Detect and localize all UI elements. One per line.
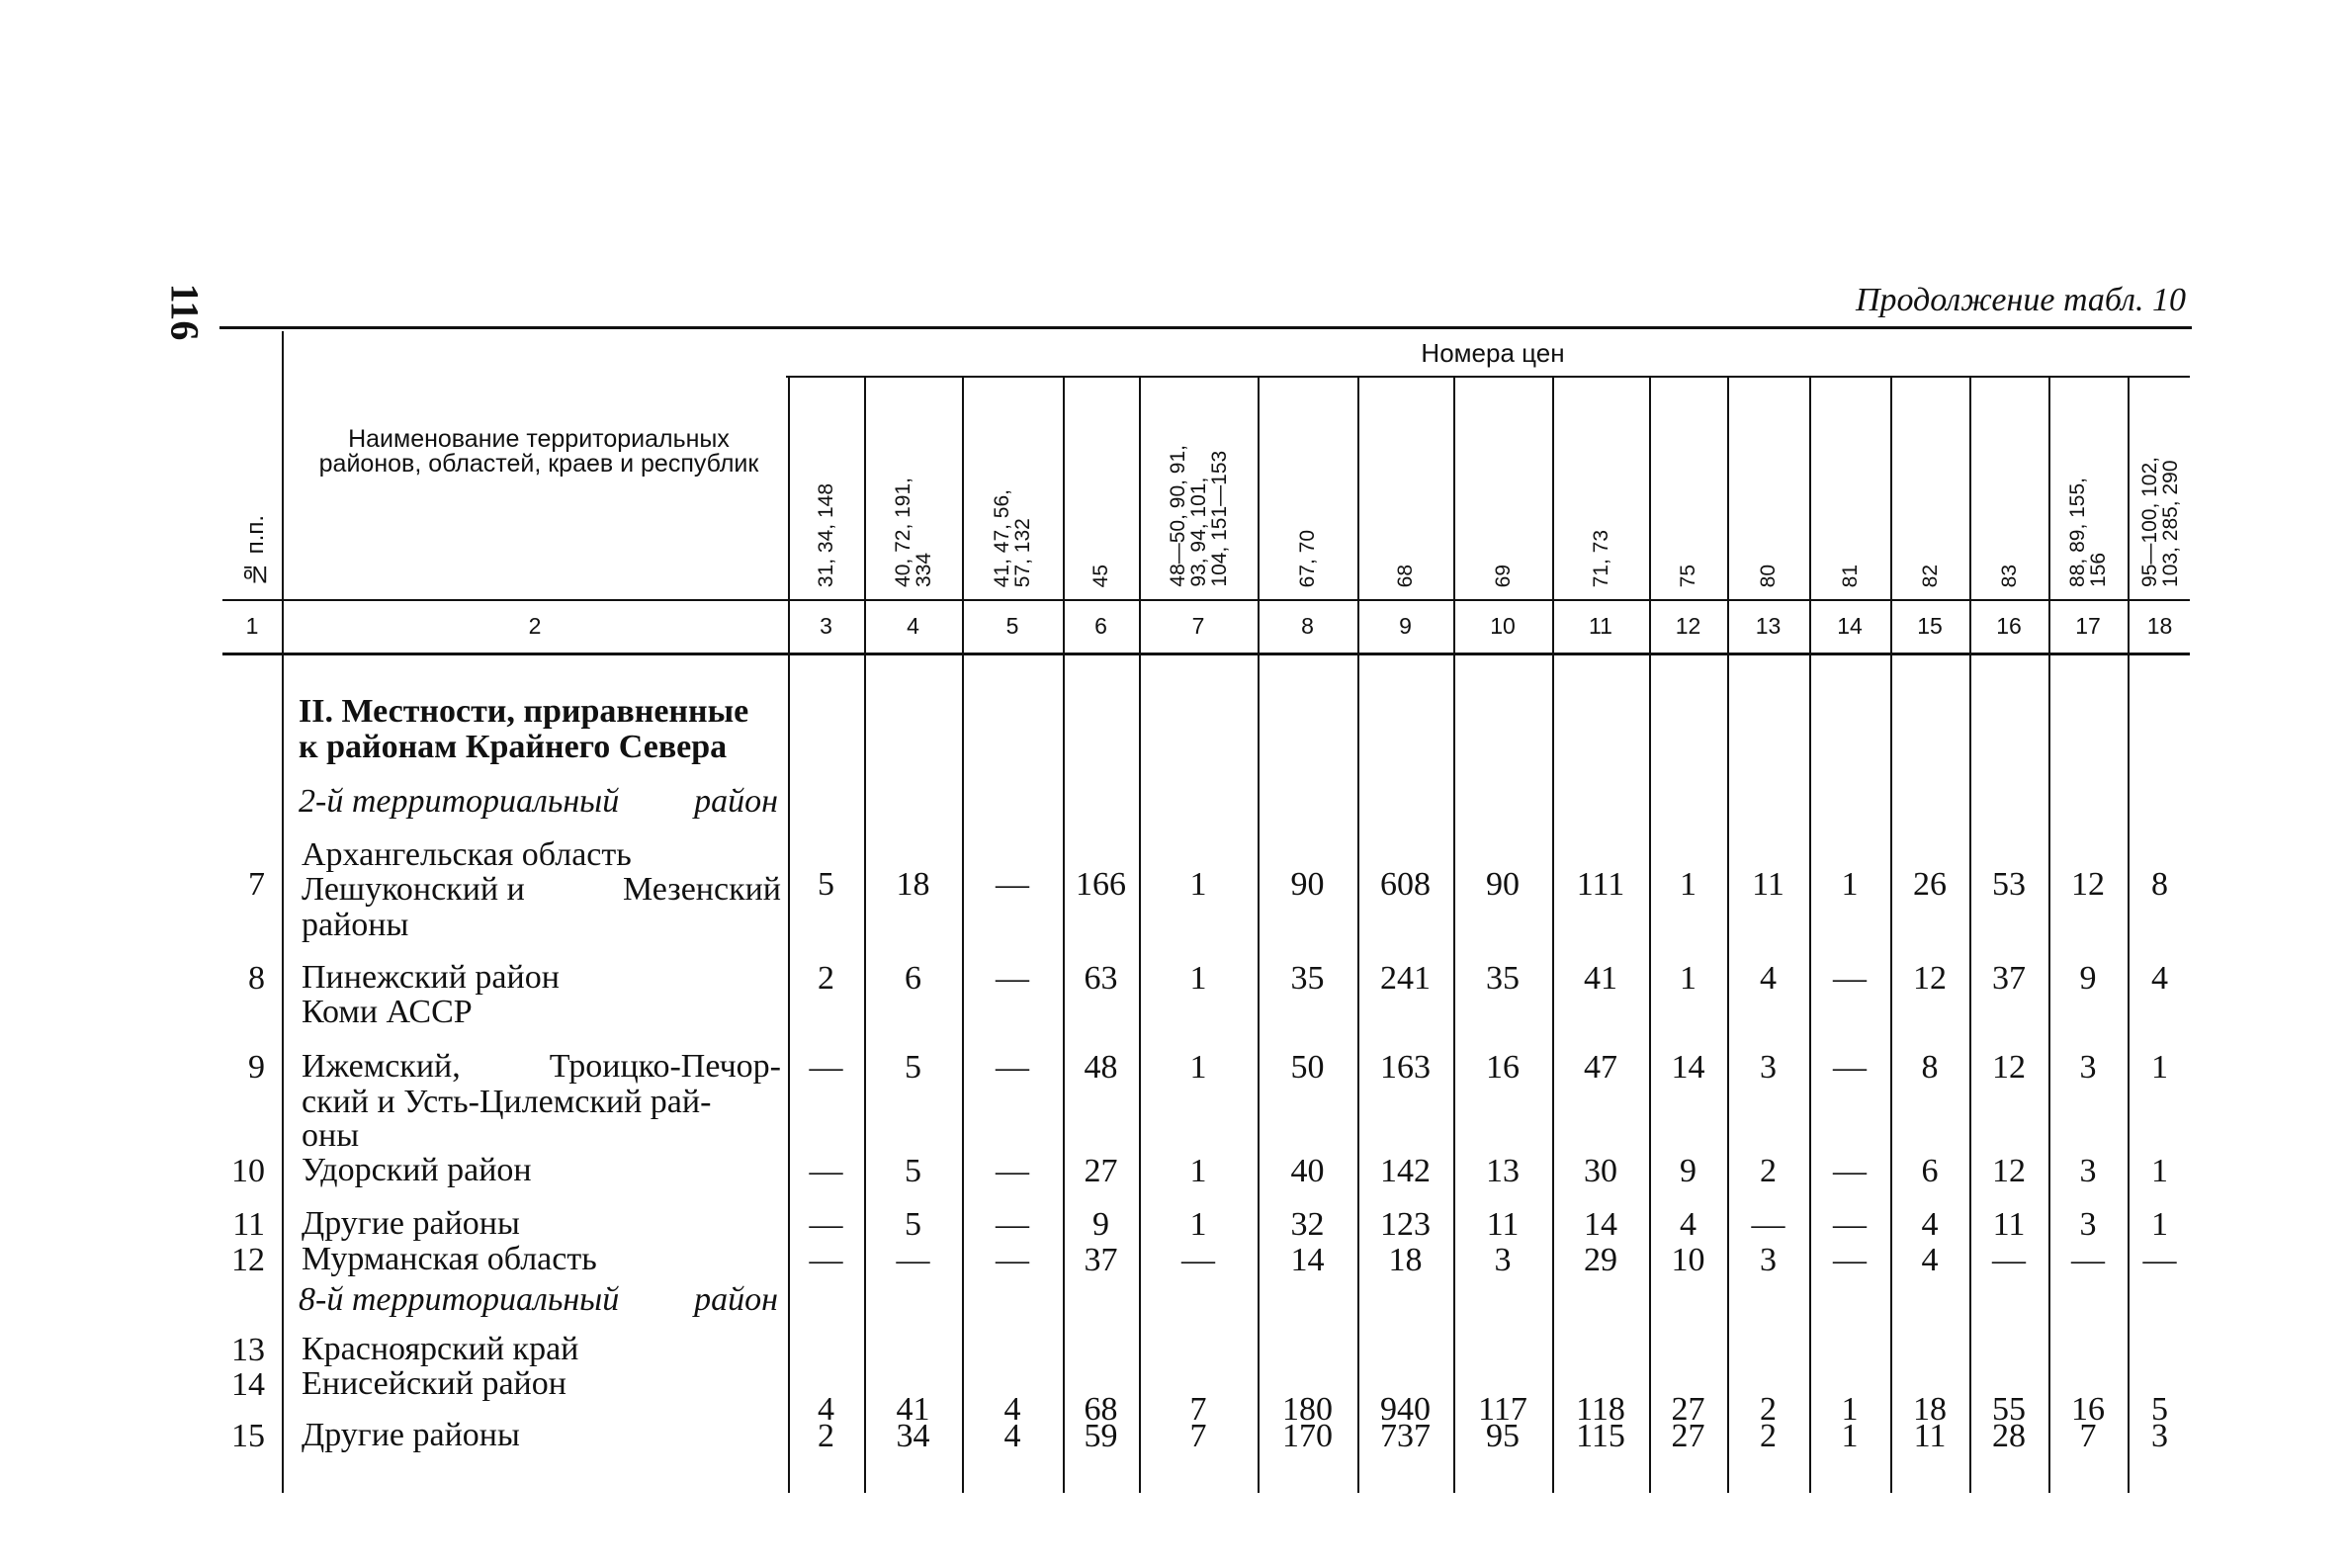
table-cell: 5 — [905, 1153, 921, 1189]
row-7-name-line2 — [302, 872, 781, 908]
price-column-header: 40, 72, 191, 334 — [892, 478, 935, 587]
table-cell: 9 — [1092, 1206, 1109, 1243]
table-cell: 2 — [1760, 1418, 1777, 1454]
table-cell: 27 — [1671, 1391, 1705, 1428]
row-7-name-part-a: Лешуконский и — [302, 871, 525, 908]
table-cell: 940 — [1380, 1391, 1431, 1428]
table-cell: 608 — [1380, 866, 1431, 903]
row-9-name-part-a: Ижемский, — [302, 1048, 461, 1085]
column-number: 2 — [528, 613, 542, 639]
table-cell: 55 — [1992, 1391, 2026, 1428]
price-column-header: 81 — [1839, 564, 1862, 587]
column-number-rule-top — [222, 599, 2190, 601]
table-cell: 14 — [1290, 1242, 1325, 1278]
table-cell: 241 — [1380, 960, 1431, 997]
district-8-heading — [299, 1282, 778, 1318]
table-cell: 111 — [1576, 866, 1625, 903]
row-12-name: Мурманская область — [302, 1241, 597, 1277]
table-cell: — — [996, 1049, 1029, 1086]
table-cell: 166 — [1076, 866, 1126, 903]
table-cell: 1 — [2151, 1153, 2168, 1189]
row-number: 13 — [231, 1332, 265, 1368]
row-8-name-line2: Коми АССР — [302, 994, 473, 1030]
column-number: 5 — [1005, 613, 1019, 639]
table-cell: 29 — [1584, 1242, 1617, 1278]
table-cell: 37 — [1084, 1242, 1118, 1278]
table-cell: 8 — [1921, 1049, 1939, 1086]
table-cell: 30 — [1584, 1153, 1617, 1189]
district-2-word: район — [694, 783, 778, 820]
table-cell: 170 — [1282, 1418, 1333, 1454]
price-column-header: 75 — [1677, 564, 1699, 587]
table-cell: 5 — [818, 866, 834, 903]
column-number: 16 — [1996, 613, 2022, 639]
table-cell: 3 — [1760, 1242, 1777, 1278]
district-2-label: 2-й территориальный — [299, 783, 620, 820]
table-cell: — — [1833, 1242, 1867, 1278]
column-divider — [1063, 378, 1065, 1493]
table-cell: 4 — [1680, 1206, 1696, 1243]
price-column-header: 67, 70 — [1296, 529, 1319, 587]
district-2-heading — [299, 784, 778, 820]
column-number: 14 — [1837, 613, 1863, 639]
table-cell: 9 — [1680, 1153, 1696, 1189]
table-cell: 16 — [1486, 1049, 1520, 1086]
column-number: 8 — [1301, 613, 1314, 639]
price-column-header: 82 — [1919, 564, 1942, 587]
table-cell: 10 — [1671, 1242, 1705, 1278]
table-cell: 3 — [1760, 1049, 1777, 1086]
table-cell: 16 — [2071, 1391, 2105, 1428]
table-cell: 5 — [905, 1049, 921, 1086]
row-number: 10 — [231, 1153, 265, 1189]
table-cell: — — [996, 960, 1029, 997]
table-cell: 142 — [1380, 1153, 1431, 1189]
table-cell: 8 — [2151, 866, 2168, 903]
table-cell: 1 — [1189, 1153, 1207, 1189]
column-number: 7 — [1191, 613, 1205, 639]
row-number: 15 — [231, 1418, 265, 1454]
table-cell: 1 — [1189, 960, 1207, 997]
table-cell: 7 — [1189, 1391, 1207, 1428]
column-divider — [788, 378, 790, 1493]
table-cell: — — [896, 1242, 930, 1278]
table-cell: 13 — [1486, 1153, 1520, 1189]
table-cell: 3 — [2079, 1049, 2097, 1086]
column-divider — [1357, 378, 1359, 1493]
row-number: 11 — [232, 1206, 265, 1243]
table-cell: 1 — [1841, 866, 1859, 903]
row-9-name-part-b: Троицко-Печор- — [549, 1048, 781, 1085]
table-cell: 35 — [1486, 960, 1520, 997]
table-cell: 2 — [818, 1418, 834, 1454]
table-cell: 4 — [1003, 1418, 1021, 1454]
table-cell: 12 — [1992, 1153, 2026, 1189]
table-cell: 26 — [1913, 866, 1947, 903]
table-cell: 6 — [1921, 1153, 1939, 1189]
table-cell: — — [809, 1206, 843, 1243]
table-cell: — — [2142, 1242, 2177, 1278]
row-13-name: Красноярский край — [302, 1331, 579, 1367]
section-title-line1: II. Местности, приравненные — [299, 693, 749, 730]
district-8-word: район — [694, 1281, 778, 1318]
table-cell: 18 — [1913, 1391, 1947, 1428]
table-cell: 180 — [1282, 1391, 1333, 1428]
section-title-line2: к районам Крайнего Севера — [299, 729, 728, 765]
table-cell: — — [1833, 1206, 1867, 1243]
table-cell: — — [1992, 1242, 2026, 1278]
row-9-name-line1 — [302, 1049, 781, 1085]
price-column-header: 68 — [1394, 564, 1417, 587]
table-cell: 5 — [2151, 1391, 2168, 1428]
table-cell: 12 — [1992, 1049, 2026, 1086]
price-column-header: 95—100, 102, 103, 285, 290 — [2138, 457, 2182, 587]
table-cell: 1 — [2151, 1049, 2168, 1086]
table-cell: — — [996, 866, 1029, 903]
table-cell: 3 — [2079, 1206, 2097, 1243]
price-header-rule — [786, 376, 2190, 378]
table-cell: 41 — [1584, 960, 1617, 997]
column-divider — [1969, 378, 1971, 1493]
table-cell: — — [1181, 1242, 1215, 1278]
table-cell: 6 — [905, 960, 921, 997]
table-cell: 1 — [1189, 1049, 1207, 1086]
table-cell: — — [1833, 1153, 1867, 1189]
table-cell: 3 — [2079, 1153, 2097, 1189]
table-cell: 118 — [1576, 1391, 1625, 1428]
table-cell: 11 — [1992, 1206, 2026, 1243]
price-column-header: 71, 73 — [1590, 529, 1612, 587]
column-divider — [1890, 378, 1892, 1493]
table-cell: 1 — [1189, 1206, 1207, 1243]
column-number: 18 — [2146, 613, 2173, 639]
table-cell: 7 — [2079, 1418, 2097, 1454]
table-cell: 40 — [1290, 1153, 1325, 1189]
table-cell: 34 — [896, 1418, 930, 1454]
table-cell: 2 — [1760, 1391, 1777, 1428]
table-cell: — — [809, 1242, 843, 1278]
column-number: 4 — [907, 613, 919, 639]
price-column-header: 48—50, 90, 91, 93, 94, 101, 104, 151—153 — [1167, 445, 1231, 587]
column-divider — [1649, 378, 1651, 1493]
table-cell: 90 — [1290, 866, 1325, 903]
price-column-header: 69 — [1492, 564, 1515, 587]
table-cell: 4 — [1760, 960, 1777, 997]
row-9-name-line2: ский и Усть-Цилемский рай- — [302, 1084, 712, 1120]
table-cell: 50 — [1290, 1049, 1325, 1086]
table-cell: 3 — [1494, 1242, 1512, 1278]
row-14-name: Енисейский район — [302, 1365, 566, 1402]
table-cell: 4 — [818, 1391, 834, 1428]
table-cell: 48 — [1084, 1049, 1118, 1086]
column-divider — [1258, 378, 1260, 1493]
column-divider — [864, 378, 866, 1493]
table-cell: — — [809, 1153, 843, 1189]
table-cell: 7 — [1189, 1418, 1207, 1454]
row-number: 9 — [248, 1049, 265, 1086]
column-number: 9 — [1399, 613, 1412, 639]
row-9-name-line3: оны — [302, 1117, 360, 1154]
table-cell: — — [996, 1206, 1029, 1243]
column-number: 17 — [2075, 613, 2101, 639]
row-10-name: Удорский район — [302, 1152, 532, 1188]
table-cell: 11 — [1752, 866, 1784, 903]
table-cell: — — [996, 1153, 1029, 1189]
table-cell: 2 — [818, 960, 834, 997]
table-cell: 14 — [1584, 1206, 1617, 1243]
table-cell: 28 — [1992, 1418, 2026, 1454]
column-number-rule-bottom — [222, 653, 2190, 655]
table-cell: 4 — [1921, 1206, 1939, 1243]
column-divider — [1727, 378, 1729, 1493]
row-8-name-line1: Пинежский район — [302, 959, 560, 996]
row-7-name-part-b: Мезенский — [622, 871, 781, 908]
table-cell: 11 — [1486, 1206, 1520, 1243]
table-cell: 11 — [1913, 1418, 1947, 1454]
table-cell: 14 — [1671, 1049, 1705, 1086]
table-cell: 1 — [1680, 866, 1696, 903]
table-cell: 1 — [1189, 866, 1207, 903]
table-cell: 27 — [1671, 1418, 1705, 1454]
row-7-name-line3: районы — [302, 907, 409, 943]
table-cell: 163 — [1380, 1049, 1431, 1086]
price-column-header: 80 — [1757, 564, 1780, 587]
table-cell: 123 — [1380, 1206, 1431, 1243]
table-cell: 95 — [1486, 1418, 1520, 1454]
table-cell: 37 — [1992, 960, 2026, 997]
column-number: 12 — [1675, 613, 1701, 639]
table-cell: — — [996, 1242, 1029, 1278]
table-cell: 27 — [1084, 1153, 1118, 1189]
table-caption: Продолжение табл. 10 — [1855, 282, 2186, 318]
column-divider — [2048, 378, 2050, 1493]
table-cell: 117 — [1478, 1391, 1527, 1428]
price-column-header: 41, 47, 56, 57, 132 — [991, 488, 1034, 587]
column-number: 6 — [1094, 613, 1107, 639]
table-cell: 12 — [2071, 866, 2105, 903]
table-cell: 59 — [1084, 1418, 1118, 1454]
row-number: 14 — [231, 1366, 265, 1403]
col1-header: № п.п. — [242, 515, 269, 587]
row-15-name: Другие районы — [302, 1417, 520, 1453]
column-number: 1 — [245, 613, 259, 639]
column-number: 3 — [820, 613, 832, 639]
column-number: 10 — [1490, 613, 1516, 639]
column-divider — [1453, 378, 1455, 1493]
column-divider — [1552, 378, 1554, 1493]
table-cell: 4 — [1921, 1242, 1939, 1278]
table-cell: 737 — [1380, 1418, 1431, 1454]
table-top-rule — [219, 326, 2192, 329]
page-number: 116 — [162, 283, 208, 341]
table-cell: 1 — [1680, 960, 1696, 997]
table-cell: 1 — [2151, 1206, 2168, 1243]
table-cell: 90 — [1486, 866, 1520, 903]
row-11-name: Другие районы — [302, 1205, 520, 1242]
row-7-name-line1: Архангельская область — [302, 836, 632, 873]
table-cell: 3 — [2151, 1418, 2168, 1454]
price-numbers-header: Номера цен — [1421, 338, 1565, 368]
table-cell: 41 — [896, 1391, 930, 1428]
table-cell: — — [1833, 1049, 1867, 1086]
table-cell: 1 — [1841, 1391, 1859, 1428]
table-cell: 18 — [896, 866, 930, 903]
table-cell: 4 — [2151, 960, 2168, 997]
price-column-header: 83 — [1998, 564, 2021, 587]
table-cell: 4 — [1003, 1391, 1021, 1428]
row-number: 7 — [248, 866, 265, 903]
table-cell: 47 — [1584, 1049, 1617, 1086]
table-cell: 35 — [1290, 960, 1325, 997]
table-cell: — — [809, 1049, 843, 1086]
price-column-header: 31, 34, 148 — [815, 482, 837, 587]
column-divider — [2128, 378, 2130, 1493]
table-cell: 2 — [1760, 1153, 1777, 1189]
table-cell: 68 — [1084, 1391, 1118, 1428]
table-cell: — — [2071, 1242, 2105, 1278]
row-number: 12 — [231, 1242, 265, 1278]
table-cell: 5 — [905, 1206, 921, 1243]
table-cell: 63 — [1084, 960, 1118, 997]
price-column-header: 88, 89, 155, 156 — [2066, 478, 2110, 587]
table-cell: 32 — [1290, 1206, 1325, 1243]
table-cell: 1 — [1841, 1418, 1859, 1454]
district-8-label: 8-й территориальный — [299, 1281, 620, 1318]
column-divider — [282, 331, 284, 1493]
column-divider — [962, 378, 964, 1493]
column-number: 11 — [1589, 613, 1612, 639]
column-number: 15 — [1917, 613, 1943, 639]
table-cell: 18 — [1388, 1242, 1423, 1278]
price-column-header: 45 — [1089, 564, 1112, 587]
name-column-header: Наименование территориальных районов, областей, краев и республик — [318, 425, 759, 478]
row-number: 8 — [248, 960, 265, 997]
table-cell: 53 — [1992, 866, 2026, 903]
table-cell: 9 — [2079, 960, 2097, 997]
column-number: 13 — [1755, 613, 1782, 639]
table-cell: 115 — [1576, 1418, 1625, 1454]
table-cell: 12 — [1913, 960, 1947, 997]
column-divider — [1809, 378, 1811, 1493]
table-cell: — — [1751, 1206, 1785, 1243]
column-divider — [1139, 378, 1141, 1493]
table-cell: — — [1833, 960, 1867, 997]
